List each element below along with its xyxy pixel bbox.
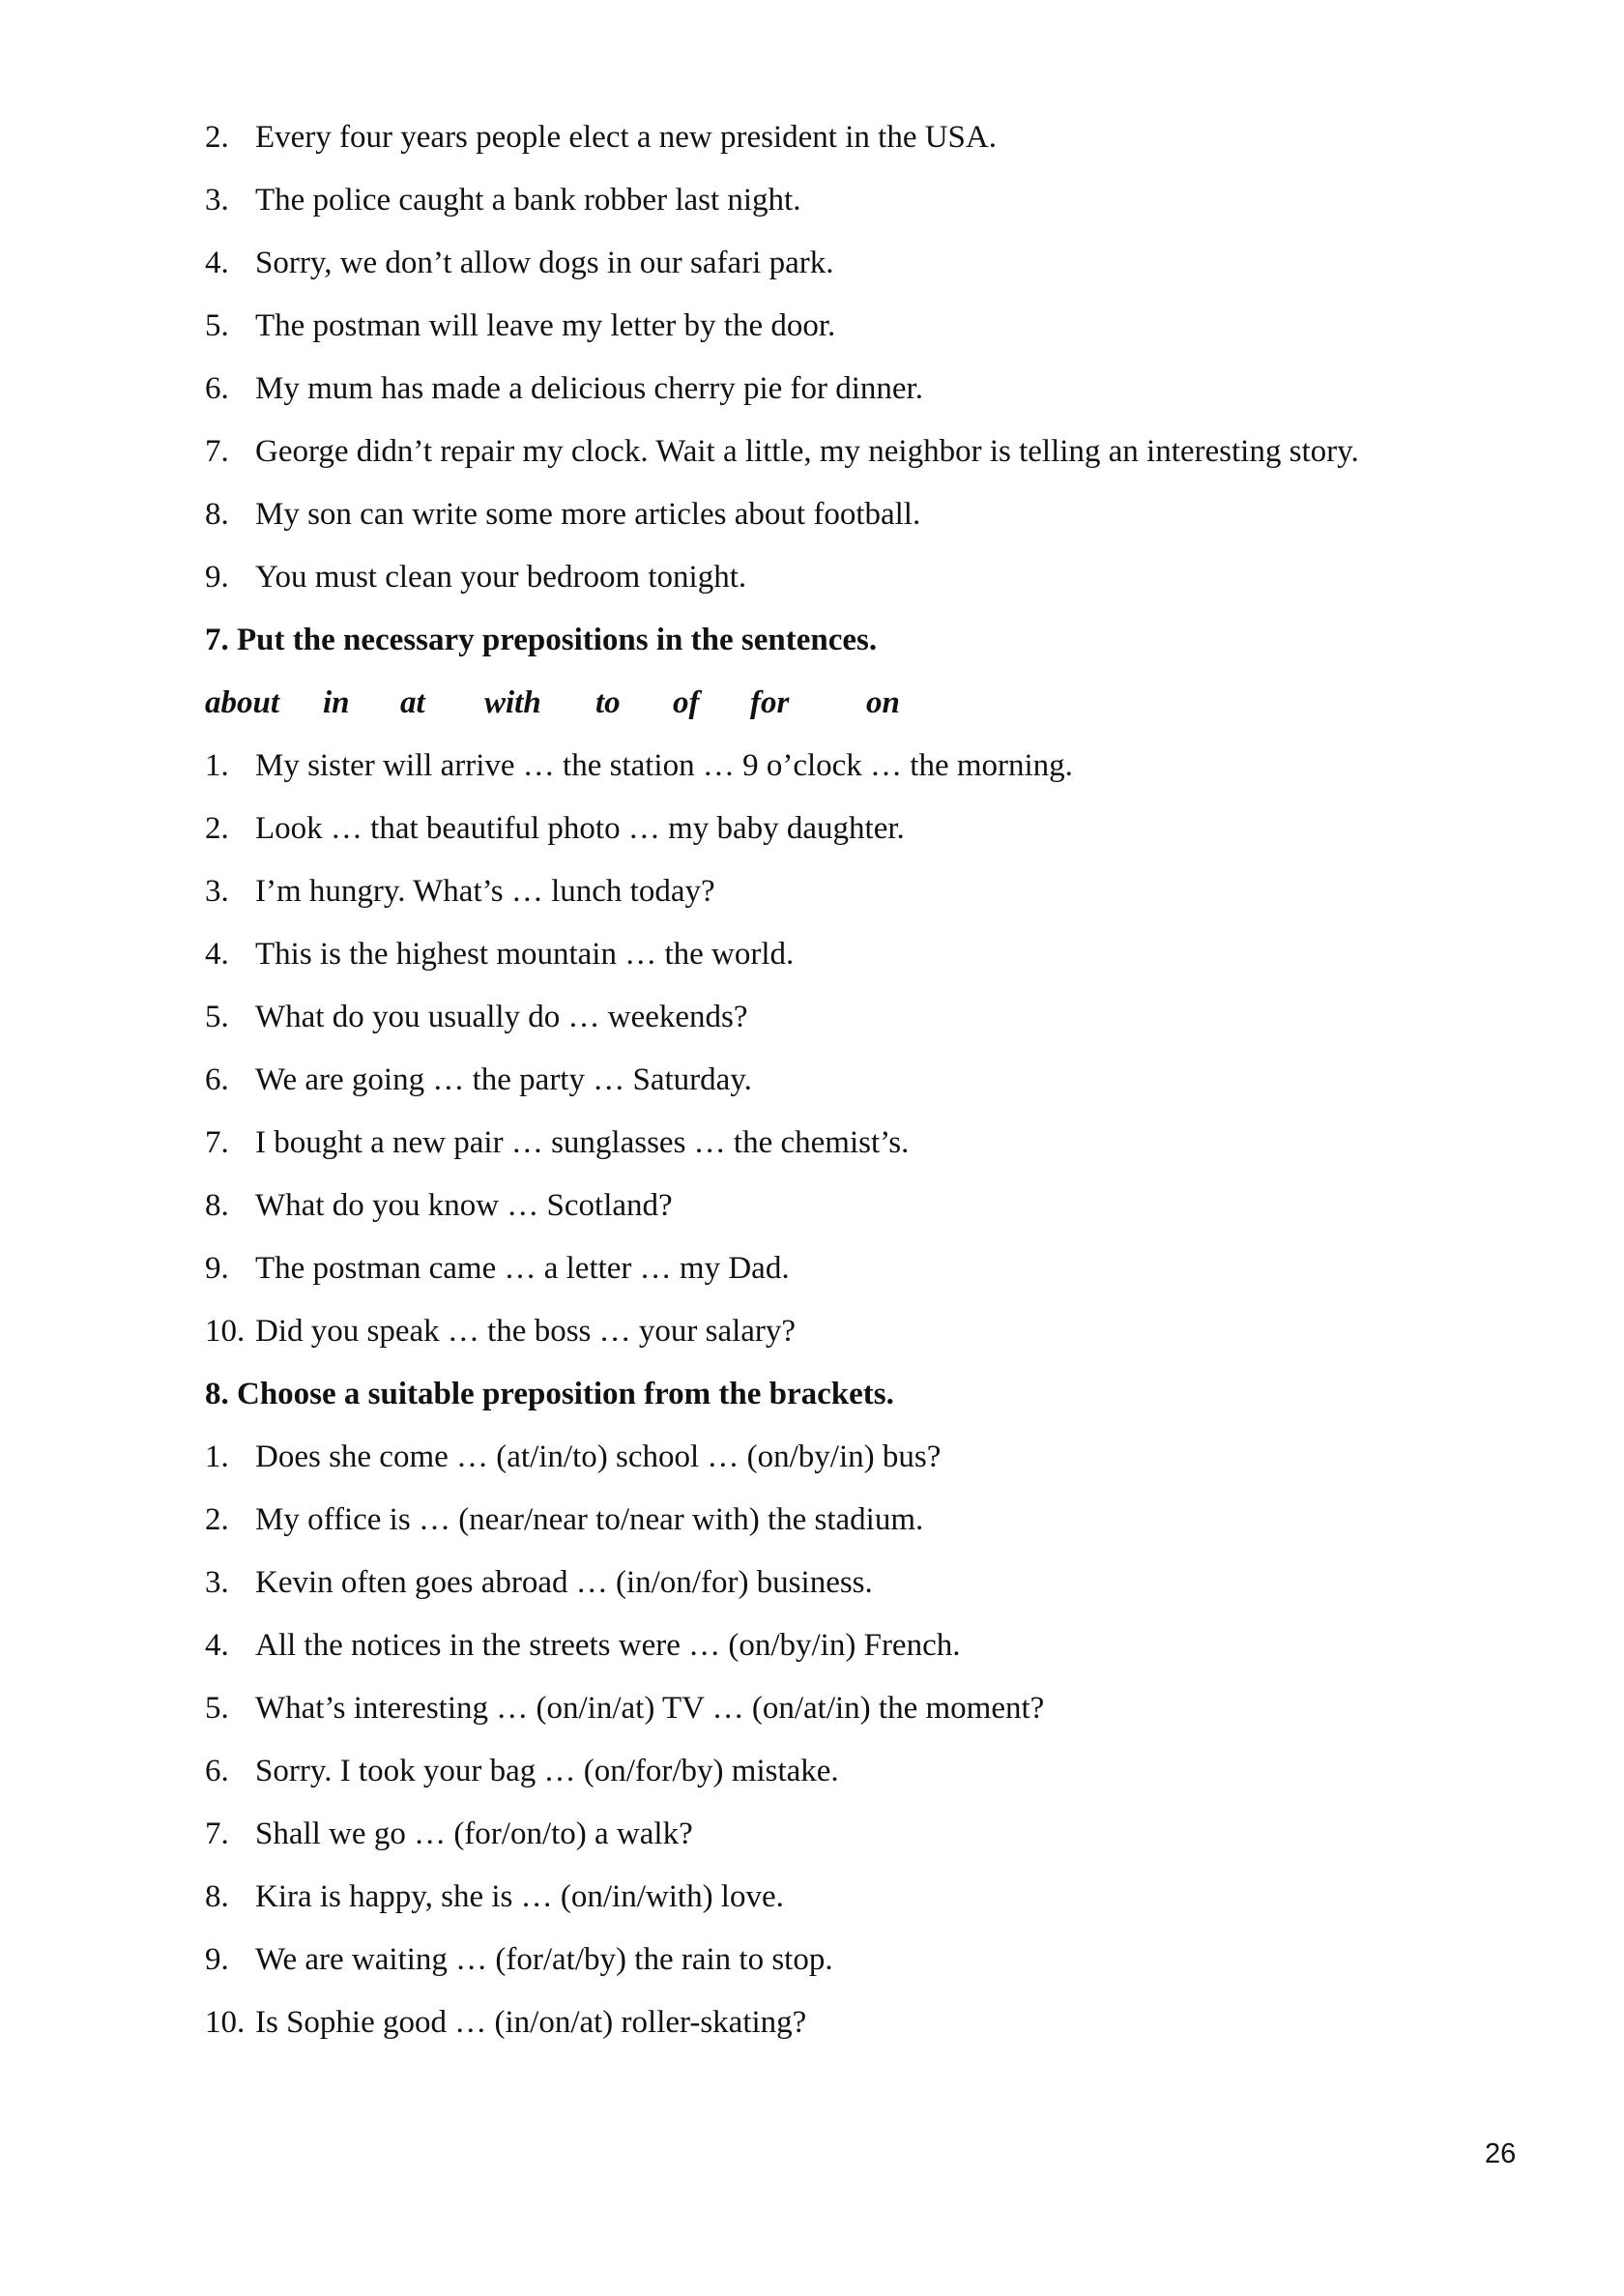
list-item (205, 554, 1462, 617)
list-item (205, 177, 1462, 240)
item-text: My sister will arrive … the station … 9 o’clock … the morning. (255, 748, 1073, 783)
item-text: What do you know … Scotland? (255, 1188, 673, 1223)
item-number: 3. (205, 1565, 229, 1600)
word-bank (205, 680, 1462, 742)
item-number: 10. (205, 1314, 246, 1349)
item-number: 1. (205, 748, 229, 783)
item-text: What’s interesting … (on/in/at) TV … (on/at/in) the moment? (255, 1691, 1045, 1726)
list-item (205, 1497, 1462, 1559)
item-number: 2. (205, 811, 229, 846)
list-item (205, 491, 1462, 554)
item-text: My office is … (near/near to/near with) the stadium. (255, 1502, 924, 1537)
list-item (205, 868, 1462, 931)
list-item (205, 303, 1462, 365)
word-bank-item: of (673, 685, 700, 720)
item-number: 9. (205, 1942, 229, 1977)
word-bank-item: to (595, 685, 621, 720)
item-text: I’m hungry. What’s … lunch today? (255, 874, 715, 909)
item-text: This is the highest mountain … the world. (255, 937, 795, 972)
item-text: Did you speak … the boss … your salary? (255, 1314, 797, 1349)
item-number: 6. (205, 1754, 229, 1788)
list-item (205, 931, 1462, 994)
item-number: 8. (205, 1188, 229, 1223)
item-number: 4. (205, 246, 229, 280)
item-text: Sorry, we don’t allow dogs in our safari park. (255, 246, 834, 280)
list-item (205, 994, 1462, 1057)
item-text: What do you usually do … weekends? (255, 1000, 748, 1034)
item-number: 7. (205, 434, 229, 469)
item-number: 5. (205, 1000, 229, 1034)
word-bank-item: with (484, 685, 541, 720)
list-item (205, 1308, 1462, 1371)
item-number: 3. (205, 874, 229, 909)
item-text: Look … that beautiful photo … my baby daughter. (255, 811, 905, 846)
list-item (205, 1119, 1462, 1182)
item-number: 5. (205, 308, 229, 343)
word-bank-item: for (750, 685, 790, 720)
list-item (205, 1685, 1462, 1748)
list-item (205, 1559, 1462, 1622)
item-text: The police caught a bank robber last night. (255, 183, 801, 218)
list-item (205, 1936, 1462, 1999)
item-text: The postman will leave my letter by the door. (255, 308, 836, 343)
item-number: 9. (205, 560, 229, 595)
item-text: Does she come … (at/in/to) school … (on/by/in) bus? (255, 1439, 942, 1474)
item-text: George didn’t repair my clock. Wait a little, my neighbor is telling an interesting story. (255, 434, 1359, 469)
item-text: You must clean your bedroom tonight. (255, 560, 747, 595)
item-number: 6. (205, 1062, 229, 1097)
list-item (205, 1811, 1462, 1874)
list-item (205, 742, 1462, 805)
page-number: 26 (1485, 2138, 1517, 2169)
item-text: All the notices in the streets were … (on/by/in) French. (255, 1628, 961, 1663)
item-number: 7. (205, 1125, 229, 1160)
item-number: 10. (205, 2005, 246, 2040)
page-content (205, 114, 1462, 2062)
list-item (205, 1057, 1462, 1119)
list-item (205, 365, 1462, 428)
item-text: We are waiting … (for/at/by) the rain to stop. (255, 1942, 833, 1977)
section-8-heading: 8. Choose a suitable preposition from the brackets. (205, 1377, 894, 1411)
item-number: 3. (205, 183, 229, 218)
item-number: 1. (205, 1439, 229, 1474)
item-text: Kira is happy, she is … (on/in/with) love. (255, 1879, 784, 1914)
item-number: 2. (205, 120, 229, 155)
item-text: My son can write some more articles about football. (255, 497, 921, 532)
list-item (205, 1622, 1462, 1685)
item-number: 8. (205, 1879, 229, 1914)
item-number: 8. (205, 497, 229, 532)
word-bank-item: at (400, 685, 425, 720)
list-item (205, 428, 1462, 491)
list-item (205, 240, 1462, 303)
list-item (205, 1748, 1462, 1811)
word-bank-item: in (323, 685, 350, 720)
item-text: Is Sophie good … (in/on/at) roller-skating? (255, 2005, 807, 2040)
item-number: 7. (205, 1816, 229, 1851)
item-number: 4. (205, 1628, 229, 1663)
item-number: 4. (205, 937, 229, 972)
list-item (205, 1999, 1462, 2062)
item-number: 6. (205, 371, 229, 406)
item-text: We are going … the party … Saturday. (255, 1062, 752, 1097)
list-item (205, 1245, 1462, 1308)
list-item (205, 114, 1462, 177)
item-text: Sorry. I took your bag … (on/for/by) mistake. (255, 1754, 839, 1788)
section-7-heading: 7. Put the necessary prepositions in the sentences. (205, 623, 878, 657)
list-item (205, 1182, 1462, 1245)
item-text: The postman came … a letter … my Dad. (255, 1251, 790, 1286)
list-item (205, 1434, 1462, 1497)
list-item (205, 805, 1462, 868)
item-number: 5. (205, 1691, 229, 1726)
item-text: I bought a new pair … sunglasses … the chemist’s. (255, 1125, 910, 1160)
word-bank-item: about (205, 685, 280, 720)
item-text: Kevin often goes abroad … (in/on/for) business. (255, 1565, 873, 1600)
item-number: 2. (205, 1502, 229, 1537)
item-number: 9. (205, 1251, 229, 1286)
item-text: Every four years people elect a new president in the USA. (255, 120, 997, 155)
item-text: My mum has made a delicious cherry pie for dinner. (255, 371, 923, 406)
word-bank-item: on (866, 685, 900, 720)
item-text: Shall we go … (for/on/to) a walk? (255, 1816, 693, 1851)
list-item (205, 1874, 1462, 1936)
